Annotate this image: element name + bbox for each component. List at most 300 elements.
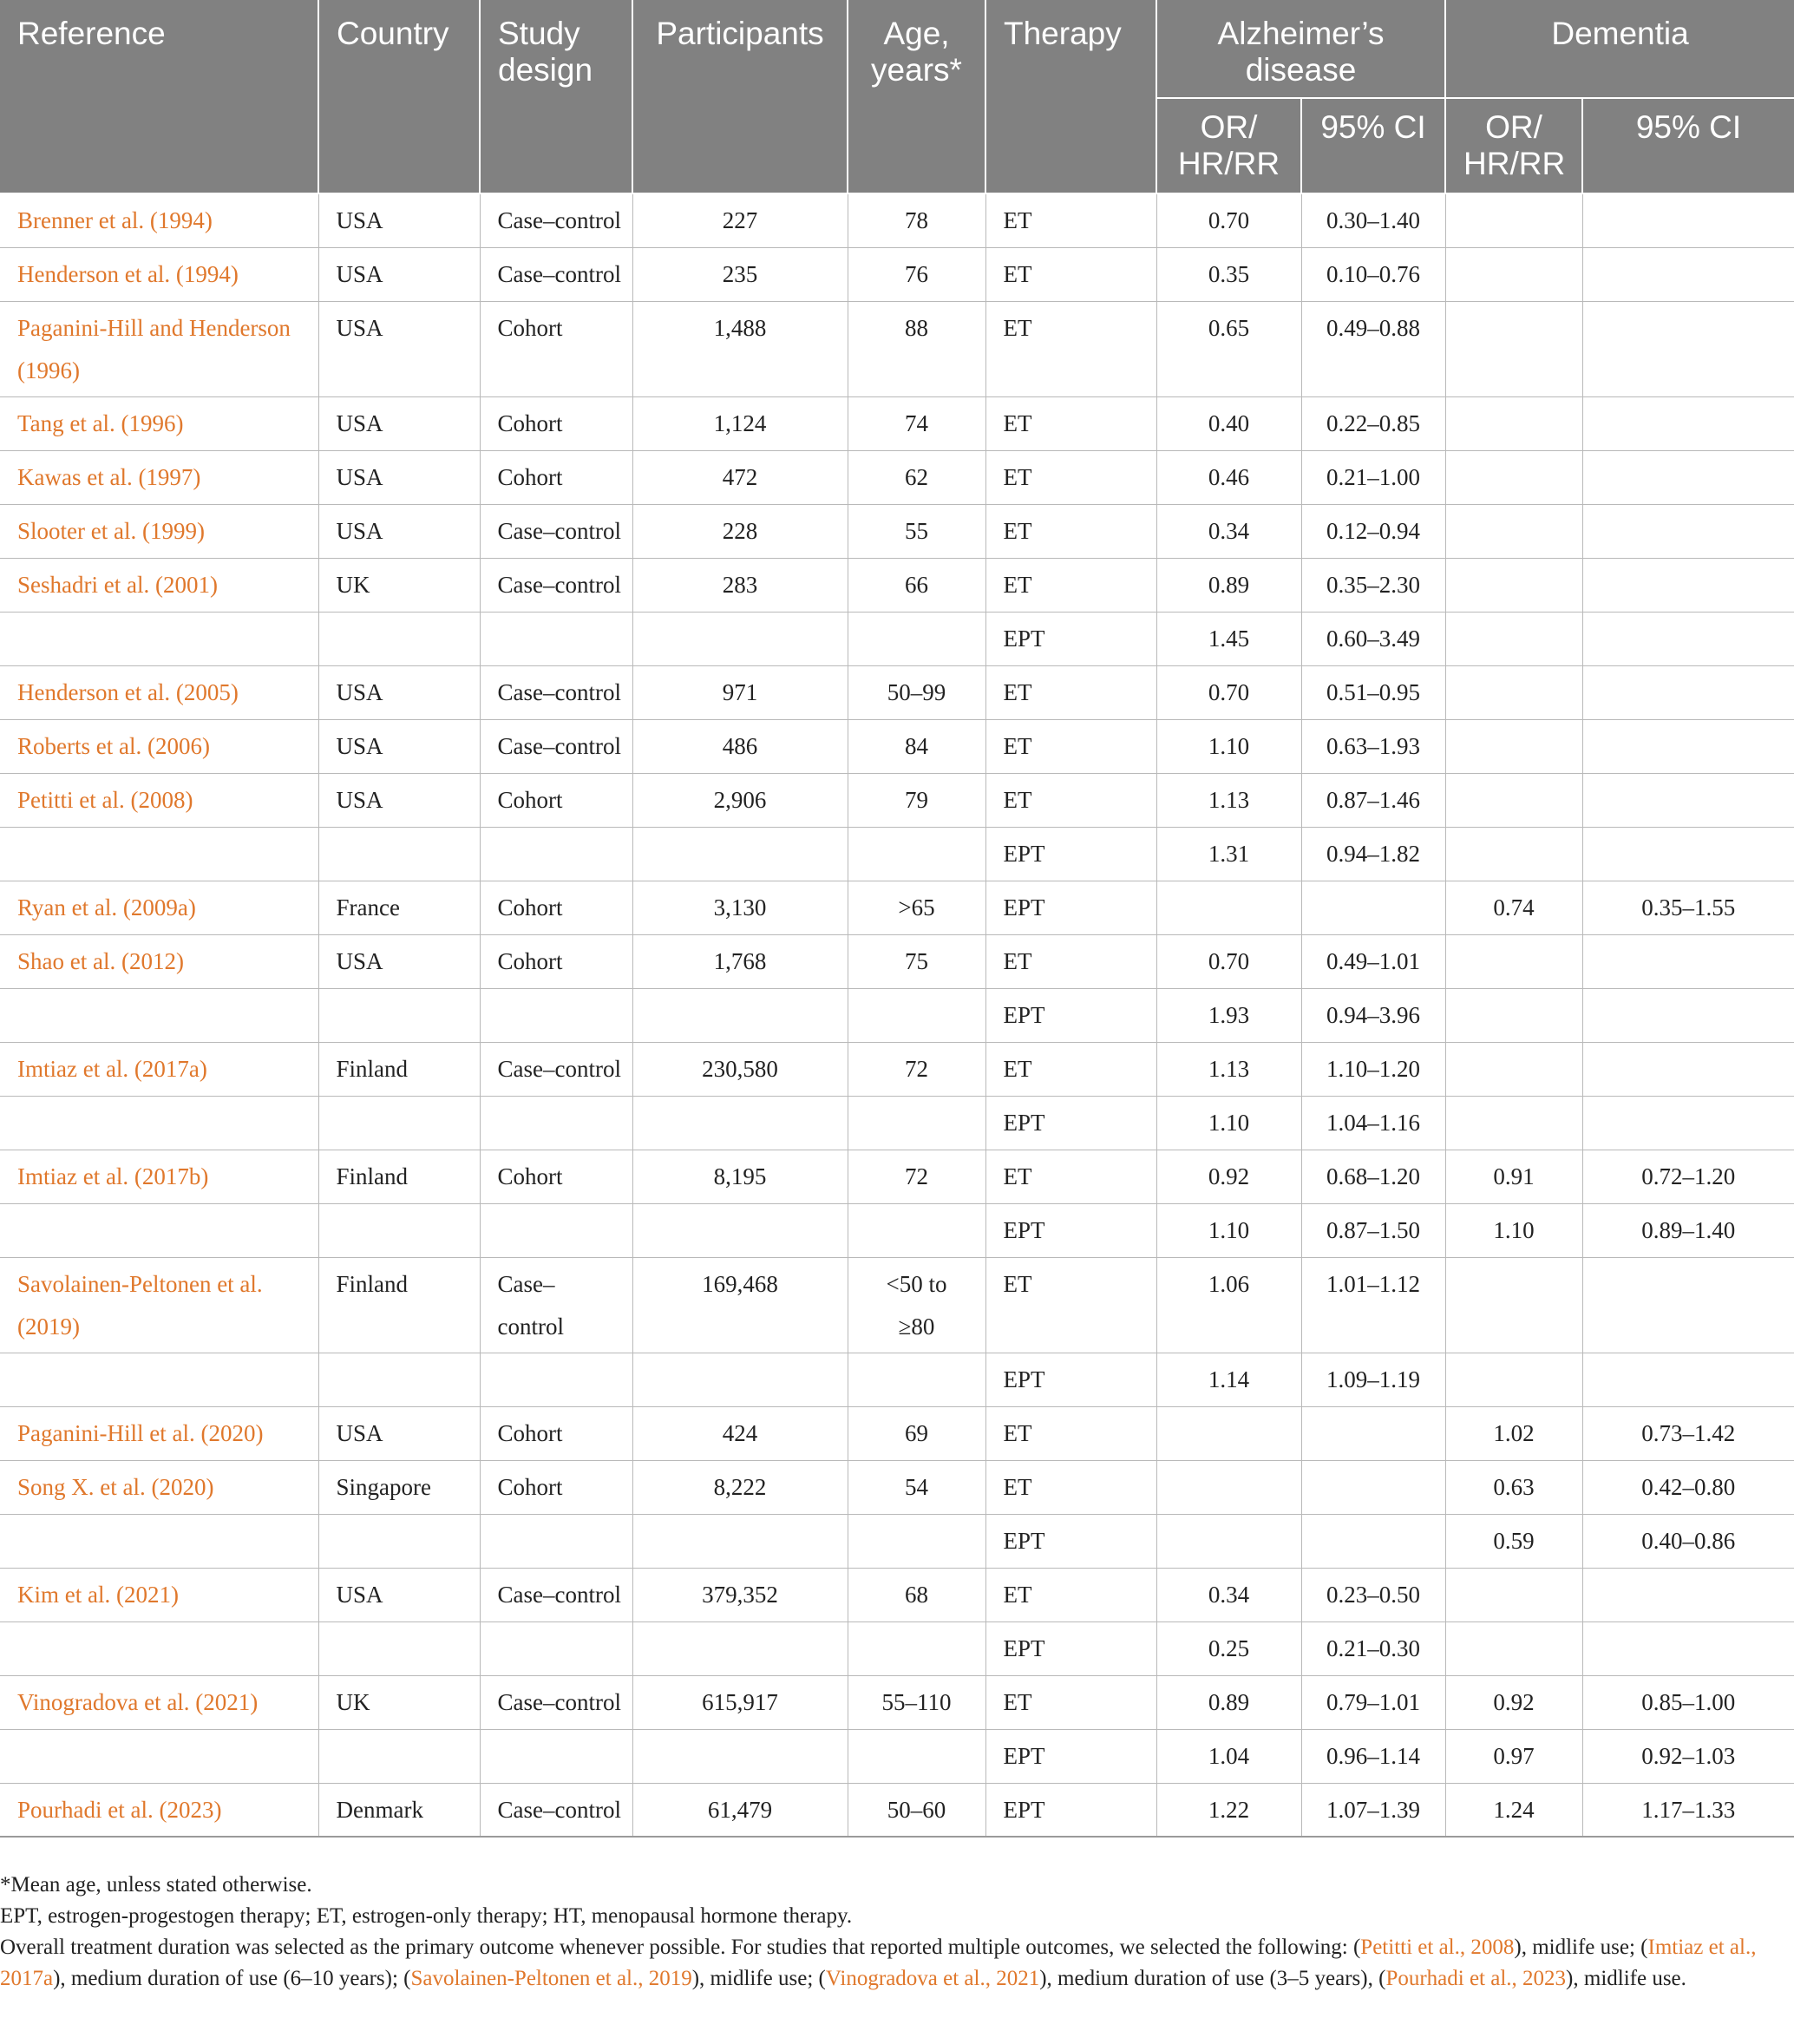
study-design-cell: [480, 1514, 632, 1568]
ad-or-cell: 1.93: [1156, 988, 1301, 1042]
table-row: [0, 827, 1794, 881]
note-text: ), medium duration of use (6–10 years); (: [53, 1967, 411, 1990]
study-design-cell: Case–control: [480, 1675, 632, 1729]
ad-or-cell: [1156, 1460, 1301, 1514]
reference-cell[interactable]: Imtiaz et al. (2017b): [0, 1150, 318, 1203]
dementia-ci-cell: [1582, 193, 1794, 247]
participants-cell: [632, 1096, 848, 1150]
country-cell: [318, 1353, 480, 1406]
reference-cell: [0, 1514, 318, 1568]
study-design-cell: Cohort: [480, 934, 632, 988]
country-cell: [318, 988, 480, 1042]
country-cell: Finland: [318, 1257, 480, 1353]
table-row: [0, 396, 1794, 450]
ad-ci-cell: 0.35–2.30: [1301, 558, 1445, 612]
reference-cell[interactable]: Kawas et al. (1997): [0, 450, 318, 504]
header-ad-or: OR/ HR/RR: [1156, 98, 1301, 193]
age-cell: [848, 1353, 985, 1406]
age-cell: 50–60: [848, 1783, 985, 1837]
dementia-or-cell: [1445, 1621, 1582, 1675]
ad-or-cell: [1156, 1406, 1301, 1460]
reference-cell[interactable]: Seshadri et al. (2001): [0, 558, 318, 612]
study-design-cell: Case–control: [480, 504, 632, 558]
header-therapy: Therapy: [985, 0, 1156, 193]
study-design-cell: Case–control: [480, 558, 632, 612]
ad-or-cell: 0.34: [1156, 504, 1301, 558]
therapy-cell: EPT: [985, 881, 1156, 934]
reference-cell: [0, 1621, 318, 1675]
age-cell: 68: [848, 1568, 985, 1621]
ad-ci-cell: [1301, 1460, 1445, 1514]
ad-ci-cell: 0.10–0.76: [1301, 247, 1445, 301]
dementia-ci-cell: [1582, 247, 1794, 301]
country-cell: France: [318, 881, 480, 934]
study-design-cell: Cohort: [480, 1460, 632, 1514]
reference-cell: [0, 988, 318, 1042]
table-row: [0, 1203, 1794, 1257]
dementia-or-cell: [1445, 1353, 1582, 1406]
age-cell: 66: [848, 558, 985, 612]
participants-cell: 169,468: [632, 1257, 848, 1353]
ad-ci-cell: 0.49–0.88: [1301, 301, 1445, 396]
study-design-cell: [480, 988, 632, 1042]
table-row: [0, 1568, 1794, 1621]
study-design-cell: Cohort: [480, 301, 632, 396]
therapy-cell: EPT: [985, 1096, 1156, 1150]
dementia-ci-cell: [1582, 665, 1794, 719]
dementia-ci-cell: [1582, 1568, 1794, 1621]
participants-cell: 2,906: [632, 773, 848, 827]
participants-cell: 8,195: [632, 1150, 848, 1203]
ad-or-cell: 0.70: [1156, 193, 1301, 247]
study-design-cell: [480, 612, 632, 665]
study-design-cell: Case–control: [480, 665, 632, 719]
dementia-or-cell: [1445, 193, 1582, 247]
participants-cell: 486: [632, 719, 848, 773]
dementia-or-cell: [1445, 1568, 1582, 1621]
ad-or-cell: [1156, 881, 1301, 934]
note-text: ), midlife use; (: [691, 1967, 826, 1990]
note-abbreviations: EPT, estrogen-progestogen therapy; ET, estrogen-only therapy; HT, menopausal hormone therapy.: [0, 1904, 853, 1928]
country-cell: USA: [318, 1568, 480, 1621]
reference-cell: [0, 612, 318, 665]
note-text: Overall treatment duration was selected as the primary outcome whenever possible. For studies that reported multiple outcomes, we selected the following: (: [0, 1936, 1361, 1959]
table-row: [0, 1621, 1794, 1675]
dementia-ci-cell: 0.72–1.20: [1582, 1150, 1794, 1203]
age-cell: 88: [848, 301, 985, 396]
reference-cell[interactable]: Henderson et al. (1994): [0, 247, 318, 301]
participants-cell: 615,917: [632, 1675, 848, 1729]
header-study-design: Study design: [480, 0, 632, 193]
age-cell: 69: [848, 1406, 985, 1460]
age-cell: 72: [848, 1042, 985, 1096]
ad-or-cell: 0.89: [1156, 1675, 1301, 1729]
citation-link[interactable]: Petitti et al., 2008: [1360, 1936, 1515, 1959]
ad-ci-cell: 1.10–1.20: [1301, 1042, 1445, 1096]
dementia-ci-cell: [1582, 988, 1794, 1042]
participants-cell: [632, 1621, 848, 1675]
dementia-ci-cell: [1582, 450, 1794, 504]
dementia-ci-cell: 0.85–1.00: [1582, 1675, 1794, 1729]
ad-or-cell: 0.70: [1156, 665, 1301, 719]
participants-cell: 61,479: [632, 1783, 848, 1837]
therapy-cell: ET: [985, 1675, 1156, 1729]
country-cell: USA: [318, 719, 480, 773]
ad-or-cell: 1.14: [1156, 1353, 1301, 1406]
header-alzheimers: Alzheimer’s disease: [1156, 0, 1445, 98]
ad-or-cell: 1.45: [1156, 612, 1301, 665]
participants-cell: 379,352: [632, 1568, 848, 1621]
therapy-cell: EPT: [985, 1514, 1156, 1568]
reference-cell[interactable]: Brenner et al. (1994): [0, 193, 318, 247]
ad-ci-cell: 0.68–1.20: [1301, 1150, 1445, 1203]
ad-ci-cell: 0.51–0.95: [1301, 665, 1445, 719]
header-ad-ci: 95% CI: [1301, 98, 1445, 193]
reference-cell[interactable]: Paganini-Hill et al. (2020): [0, 1406, 318, 1460]
country-cell: USA: [318, 193, 480, 247]
study-design-cell: Case–control: [480, 247, 632, 301]
dementia-or-cell: [1445, 827, 1582, 881]
age-cell: 76: [848, 247, 985, 301]
table-row: [0, 1257, 1794, 1353]
table-row: [0, 1675, 1794, 1729]
reference-cell[interactable]: Vinogradova et al. (2021): [0, 1675, 318, 1729]
dementia-or-cell: 0.91: [1445, 1150, 1582, 1203]
table-row: [0, 558, 1794, 612]
ad-or-cell: 1.04: [1156, 1729, 1301, 1783]
ad-ci-cell: 0.87–1.50: [1301, 1203, 1445, 1257]
table-row: [0, 1514, 1794, 1568]
header-dem-ci: 95% CI: [1582, 98, 1794, 193]
therapy-cell: EPT: [985, 1783, 1156, 1837]
reference-cell[interactable]: Pourhadi et al. (2023): [0, 1783, 318, 1837]
reference-cell: [0, 827, 318, 881]
table-row: [0, 773, 1794, 827]
age-cell: 84: [848, 719, 985, 773]
ad-ci-cell: 0.94–3.96: [1301, 988, 1445, 1042]
therapy-cell: EPT: [985, 612, 1156, 665]
dementia-ci-cell: [1582, 1353, 1794, 1406]
citation-link[interactable]: Pourhadi et al., 2023: [1385, 1967, 1567, 1990]
note-text: ), midlife use.: [1566, 1967, 1686, 1990]
country-cell: Singapore: [318, 1460, 480, 1514]
reference-cell[interactable]: Shao et al. (2012): [0, 934, 318, 988]
participants-cell: [632, 1729, 848, 1783]
study-design-cell: [480, 1096, 632, 1150]
ad-or-cell: 1.10: [1156, 1203, 1301, 1257]
table-notes: [0, 1870, 1794, 1995]
age-cell: [848, 1203, 985, 1257]
dementia-ci-cell: [1582, 1042, 1794, 1096]
dementia-or-cell: 1.10: [1445, 1203, 1582, 1257]
ad-or-cell: 0.46: [1156, 450, 1301, 504]
ad-ci-cell: [1301, 1514, 1445, 1568]
dementia-or-cell: [1445, 504, 1582, 558]
ad-ci-cell: 0.21–0.30: [1301, 1621, 1445, 1675]
dementia-ci-cell: [1582, 558, 1794, 612]
table-row: [0, 1783, 1794, 1837]
country-cell: [318, 827, 480, 881]
dementia-ci-cell: 0.92–1.03: [1582, 1729, 1794, 1783]
dementia-ci-cell: [1582, 827, 1794, 881]
dementia-or-cell: [1445, 934, 1582, 988]
ad-or-cell: 1.06: [1156, 1257, 1301, 1353]
therapy-cell: ET: [985, 1150, 1156, 1203]
dementia-ci-cell: [1582, 504, 1794, 558]
country-cell: USA: [318, 504, 480, 558]
study-design-cell: Case–control: [480, 1568, 632, 1621]
note-duration: [0, 1932, 1794, 1995]
ad-ci-cell: 1.07–1.39: [1301, 1783, 1445, 1837]
reference-cell[interactable]: Henderson et al. (2005): [0, 665, 318, 719]
ad-or-cell: 1.31: [1156, 827, 1301, 881]
dementia-ci-cell: 1.17–1.33: [1582, 1783, 1794, 1837]
participants-cell: 227: [632, 193, 848, 247]
dementia-or-cell: 1.02: [1445, 1406, 1582, 1460]
dementia-or-cell: [1445, 665, 1582, 719]
table-row: [0, 301, 1794, 396]
ad-or-cell: 0.70: [1156, 934, 1301, 988]
ad-ci-cell: 0.60–3.49: [1301, 612, 1445, 665]
dementia-ci-cell: 0.89–1.40: [1582, 1203, 1794, 1257]
age-cell: [848, 827, 985, 881]
table-body: [0, 193, 1794, 1837]
country-cell: USA: [318, 773, 480, 827]
country-cell: UK: [318, 558, 480, 612]
reference-cell[interactable]: Ryan et al. (2009a): [0, 881, 318, 934]
age-cell: >65: [848, 881, 985, 934]
dementia-or-cell: 1.24: [1445, 1783, 1582, 1837]
reference-cell[interactable]: Roberts et al. (2006): [0, 719, 318, 773]
participants-cell: [632, 1203, 848, 1257]
therapy-cell: ET: [985, 247, 1156, 301]
study-design-cell: Cohort: [480, 773, 632, 827]
country-cell: USA: [318, 301, 480, 396]
table-row: [0, 612, 1794, 665]
dementia-ci-cell: 0.35–1.55: [1582, 881, 1794, 934]
ad-ci-cell: 0.21–1.00: [1301, 450, 1445, 504]
participants-cell: 971: [632, 665, 848, 719]
age-cell: [848, 1621, 985, 1675]
country-cell: USA: [318, 934, 480, 988]
therapy-cell: ET: [985, 1460, 1156, 1514]
study-design-cell: Cohort: [480, 450, 632, 504]
header-participants: Participants: [632, 0, 848, 193]
ad-or-cell: 0.89: [1156, 558, 1301, 612]
reference-cell[interactable]: Savolainen-Peltonen et al. (2019): [0, 1257, 318, 1353]
reference-cell: [0, 1203, 318, 1257]
age-cell: 54: [848, 1460, 985, 1514]
age-cell: 75: [848, 934, 985, 988]
country-cell: USA: [318, 247, 480, 301]
participants-cell: 3,130: [632, 881, 848, 934]
reference-cell[interactable]: Tang et al. (1996): [0, 396, 318, 450]
age-cell: 50–99: [848, 665, 985, 719]
participants-cell: [632, 612, 848, 665]
participants-cell: 1,124: [632, 396, 848, 450]
citation-link[interactable]: Savolainen-Peltonen et al., 2019: [410, 1967, 692, 1990]
study-design-cell: Case–control: [480, 1042, 632, 1096]
dementia-or-cell: [1445, 988, 1582, 1042]
dementia-or-cell: 0.74: [1445, 881, 1582, 934]
participants-cell: 230,580: [632, 1042, 848, 1096]
country-cell: USA: [318, 450, 480, 504]
country-cell: UK: [318, 1675, 480, 1729]
study-design-cell: Case–control: [480, 719, 632, 773]
dementia-ci-cell: [1582, 1621, 1794, 1675]
table-row: [0, 934, 1794, 988]
ad-ci-cell: 0.63–1.93: [1301, 719, 1445, 773]
country-cell: [318, 1729, 480, 1783]
dementia-ci-cell: 0.73–1.42: [1582, 1406, 1794, 1460]
table-row: [0, 1042, 1794, 1096]
ad-ci-cell: 0.94–1.82: [1301, 827, 1445, 881]
ad-or-cell: 1.13: [1156, 773, 1301, 827]
therapy-cell: EPT: [985, 988, 1156, 1042]
citation-link[interactable]: Vinogradova et al., 2021: [825, 1967, 1040, 1990]
country-cell: USA: [318, 665, 480, 719]
header-reference: Reference: [0, 0, 318, 193]
dementia-or-cell: [1445, 1096, 1582, 1150]
table-row: [0, 1150, 1794, 1203]
ad-or-cell: 0.34: [1156, 1568, 1301, 1621]
dementia-or-cell: 0.97: [1445, 1729, 1582, 1783]
dementia-or-cell: [1445, 719, 1582, 773]
age-cell: 78: [848, 193, 985, 247]
therapy-cell: ET: [985, 193, 1156, 247]
header-dem-or: OR/ HR/RR: [1445, 98, 1582, 193]
study-design-cell: Cohort: [480, 396, 632, 450]
therapy-cell: ET: [985, 665, 1156, 719]
dementia-ci-cell: 0.40–0.86: [1582, 1514, 1794, 1568]
study-design-cell: Cohort: [480, 1406, 632, 1460]
therapy-cell: ET: [985, 396, 1156, 450]
age-cell: [848, 1514, 985, 1568]
therapy-cell: ET: [985, 934, 1156, 988]
dementia-ci-cell: 0.42–0.80: [1582, 1460, 1794, 1514]
therapy-cell: EPT: [985, 1621, 1156, 1675]
ad-or-cell: 0.65: [1156, 301, 1301, 396]
age-cell: [848, 1729, 985, 1783]
therapy-cell: EPT: [985, 1353, 1156, 1406]
therapy-cell: ET: [985, 1406, 1156, 1460]
participants-cell: [632, 1353, 848, 1406]
dementia-ci-cell: [1582, 301, 1794, 396]
ad-ci-cell: 0.12–0.94: [1301, 504, 1445, 558]
dementia-or-cell: [1445, 612, 1582, 665]
reference-cell[interactable]: Song X. et al. (2020): [0, 1460, 318, 1514]
ad-ci-cell: 1.04–1.16: [1301, 1096, 1445, 1150]
age-cell: 55: [848, 504, 985, 558]
reference-cell: [0, 1729, 318, 1783]
country-cell: USA: [318, 396, 480, 450]
study-design-cell: Cohort: [480, 881, 632, 934]
table-row: [0, 1096, 1794, 1150]
country-cell: [318, 1514, 480, 1568]
age-cell: <50 to ≥80: [848, 1257, 985, 1353]
ad-ci-cell: 0.96–1.14: [1301, 1729, 1445, 1783]
ad-or-cell: 1.10: [1156, 719, 1301, 773]
country-cell: Finland: [318, 1042, 480, 1096]
table-row: [0, 719, 1794, 773]
country-cell: Denmark: [318, 1783, 480, 1837]
reference-cell[interactable]: Paganini-Hill and Henderson (1996): [0, 301, 318, 396]
therapy-cell: EPT: [985, 1729, 1156, 1783]
dementia-or-cell: [1445, 247, 1582, 301]
age-cell: 74: [848, 396, 985, 450]
reference-cell[interactable]: Slooter et al. (1999): [0, 504, 318, 558]
study-design-cell: [480, 1203, 632, 1257]
country-cell: [318, 612, 480, 665]
ad-ci-cell: 0.87–1.46: [1301, 773, 1445, 827]
table-row: [0, 1406, 1794, 1460]
country-cell: [318, 1621, 480, 1675]
reference-cell[interactable]: Kim et al. (2021): [0, 1568, 318, 1621]
study-design-cell: Case–control: [480, 193, 632, 247]
table-row: [0, 1353, 1794, 1406]
country-cell: [318, 1203, 480, 1257]
age-cell: 55–110: [848, 1675, 985, 1729]
therapy-cell: ET: [985, 301, 1156, 396]
study-design-cell: [480, 1353, 632, 1406]
dementia-or-cell: 0.59: [1445, 1514, 1582, 1568]
therapy-cell: EPT: [985, 1203, 1156, 1257]
ad-ci-cell: 0.23–0.50: [1301, 1568, 1445, 1621]
ad-ci-cell: 1.01–1.12: [1301, 1257, 1445, 1353]
ad-ci-cell: 0.30–1.40: [1301, 193, 1445, 247]
citation-link[interactable]: Imtiaz et al., 2017a: [0, 1936, 1757, 1990]
age-cell: [848, 988, 985, 1042]
table-row: [0, 450, 1794, 504]
therapy-cell: EPT: [985, 827, 1156, 881]
dementia-or-cell: [1445, 773, 1582, 827]
participants-cell: 228: [632, 504, 848, 558]
study-design-cell: Case–control: [480, 1257, 632, 1353]
therapy-cell: ET: [985, 504, 1156, 558]
country-cell: [318, 1096, 480, 1150]
dementia-or-cell: 0.63: [1445, 1460, 1582, 1514]
dementia-or-cell: [1445, 301, 1582, 396]
header-row: [0, 0, 1794, 98]
ad-ci-cell: 1.09–1.19: [1301, 1353, 1445, 1406]
dementia-ci-cell: [1582, 773, 1794, 827]
ad-or-cell: 1.13: [1156, 1042, 1301, 1096]
age-cell: 72: [848, 1150, 985, 1203]
participants-cell: 472: [632, 450, 848, 504]
participants-cell: [632, 827, 848, 881]
therapy-cell: ET: [985, 450, 1156, 504]
participants-cell: 283: [632, 558, 848, 612]
participants-cell: 235: [632, 247, 848, 301]
dementia-ci-cell: [1582, 719, 1794, 773]
table-row: [0, 1729, 1794, 1783]
study-design-cell: [480, 1621, 632, 1675]
therapy-cell: ET: [985, 1568, 1156, 1621]
ad-ci-cell: 0.79–1.01: [1301, 1675, 1445, 1729]
age-cell: 79: [848, 773, 985, 827]
reference-cell[interactable]: Petitti et al. (2008): [0, 773, 318, 827]
dementia-ci-cell: [1582, 396, 1794, 450]
table-row: [0, 988, 1794, 1042]
ad-ci-cell: [1301, 1406, 1445, 1460]
reference-cell: [0, 1353, 318, 1406]
reference-cell[interactable]: Imtiaz et al. (2017a): [0, 1042, 318, 1096]
ad-ci-cell: 0.22–0.85: [1301, 396, 1445, 450]
participants-cell: 424: [632, 1406, 848, 1460]
age-cell: 62: [848, 450, 985, 504]
study-design-cell: [480, 1729, 632, 1783]
table-row: [0, 247, 1794, 301]
